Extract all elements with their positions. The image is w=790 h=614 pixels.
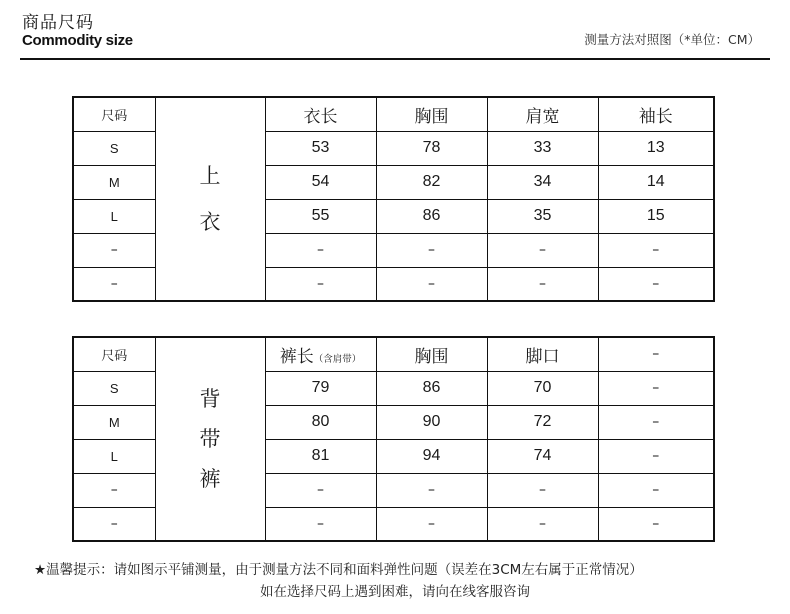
value-cell: 53 — [265, 131, 376, 165]
value-cell: 86 — [376, 371, 487, 405]
value-cell: 94 — [376, 439, 487, 473]
measurement-tip: ★温馨提示：请如图示平铺测量，由于测量方法不同和面料弹性问题（误差在3CM左右属于正常情况） — [34, 562, 643, 578]
column-header: 胸围 — [376, 337, 487, 371]
size-cell: M — [73, 405, 155, 439]
value-cell: 79 — [265, 371, 376, 405]
category-char: 上 — [199, 164, 221, 188]
value-cell: 72 — [487, 405, 598, 439]
size-cell: L — [73, 199, 155, 233]
value-cell: – — [598, 473, 714, 507]
size-cell: M — [73, 165, 155, 199]
title-en: Commodity size — [22, 32, 133, 49]
value-cell: 80 — [265, 405, 376, 439]
size-cell: – — [73, 267, 155, 301]
value-cell: – — [487, 267, 598, 301]
header-divider — [20, 58, 770, 60]
value-cell: 78 — [376, 131, 487, 165]
size-cell: – — [73, 473, 155, 507]
bottom-size-table — [72, 336, 715, 542]
value-cell: 35 — [487, 199, 598, 233]
value-cell: 33 — [487, 131, 598, 165]
value-cell: – — [487, 473, 598, 507]
value-cell: – — [265, 267, 376, 301]
size-help-note: 如在选择尺码上遇到困难，请向在线客服咨询 — [260, 584, 530, 600]
size-header: 尺码 — [73, 337, 155, 371]
column-header: – — [598, 337, 714, 371]
value-cell: 54 — [265, 165, 376, 199]
value-cell: 70 — [487, 371, 598, 405]
column-header: 衣长 — [265, 97, 376, 131]
value-cell: – — [376, 267, 487, 301]
size-header: 尺码 — [73, 97, 155, 131]
category-char: 衣 — [199, 210, 221, 234]
column-header: 肩宽 — [487, 97, 598, 131]
category-char: 带 — [199, 427, 221, 451]
top-size-table — [72, 96, 715, 302]
value-cell: – — [376, 233, 487, 267]
value-cell: – — [265, 233, 376, 267]
value-cell: – — [598, 405, 714, 439]
value-cell: 13 — [598, 131, 714, 165]
value-cell: – — [598, 233, 714, 267]
value-cell: – — [598, 507, 714, 541]
column-header-main: 裤长 — [279, 346, 314, 367]
value-cell: 74 — [487, 439, 598, 473]
value-cell: 55 — [265, 199, 376, 233]
value-cell: – — [598, 439, 714, 473]
value-cell: 81 — [265, 439, 376, 473]
value-cell: – — [598, 267, 714, 301]
value-cell: 90 — [376, 405, 487, 439]
table-header-row — [73, 97, 714, 131]
value-cell: 34 — [487, 165, 598, 199]
category-cell — [155, 337, 265, 541]
value-cell: – — [265, 507, 376, 541]
column-header: 袖长 — [598, 97, 714, 131]
column-header: 胸围 — [376, 97, 487, 131]
value-cell: – — [376, 473, 487, 507]
unit-subtitle: 测量方法对照图（*单位：CM） — [584, 32, 760, 47]
table-header-row — [73, 337, 714, 371]
size-cell: – — [73, 507, 155, 541]
size-cell: – — [73, 233, 155, 267]
value-cell: – — [487, 507, 598, 541]
category-char: 裤 — [199, 467, 221, 491]
value-cell: 14 — [598, 165, 714, 199]
size-cell: L — [73, 439, 155, 473]
value-cell: – — [265, 473, 376, 507]
value-cell: 86 — [376, 199, 487, 233]
column-header-note: （含肩带） — [313, 353, 362, 365]
column-header: 脚口 — [487, 337, 598, 371]
value-cell: – — [376, 507, 487, 541]
category-char: 背 — [199, 387, 221, 411]
value-cell: – — [598, 371, 714, 405]
title-cn: 商品尺码 — [22, 13, 94, 33]
column-header — [265, 337, 376, 371]
value-cell: 82 — [376, 165, 487, 199]
category-cell — [155, 97, 265, 301]
value-cell: – — [487, 233, 598, 267]
size-cell: S — [73, 371, 155, 405]
size-cell: S — [73, 131, 155, 165]
value-cell: 15 — [598, 199, 714, 233]
